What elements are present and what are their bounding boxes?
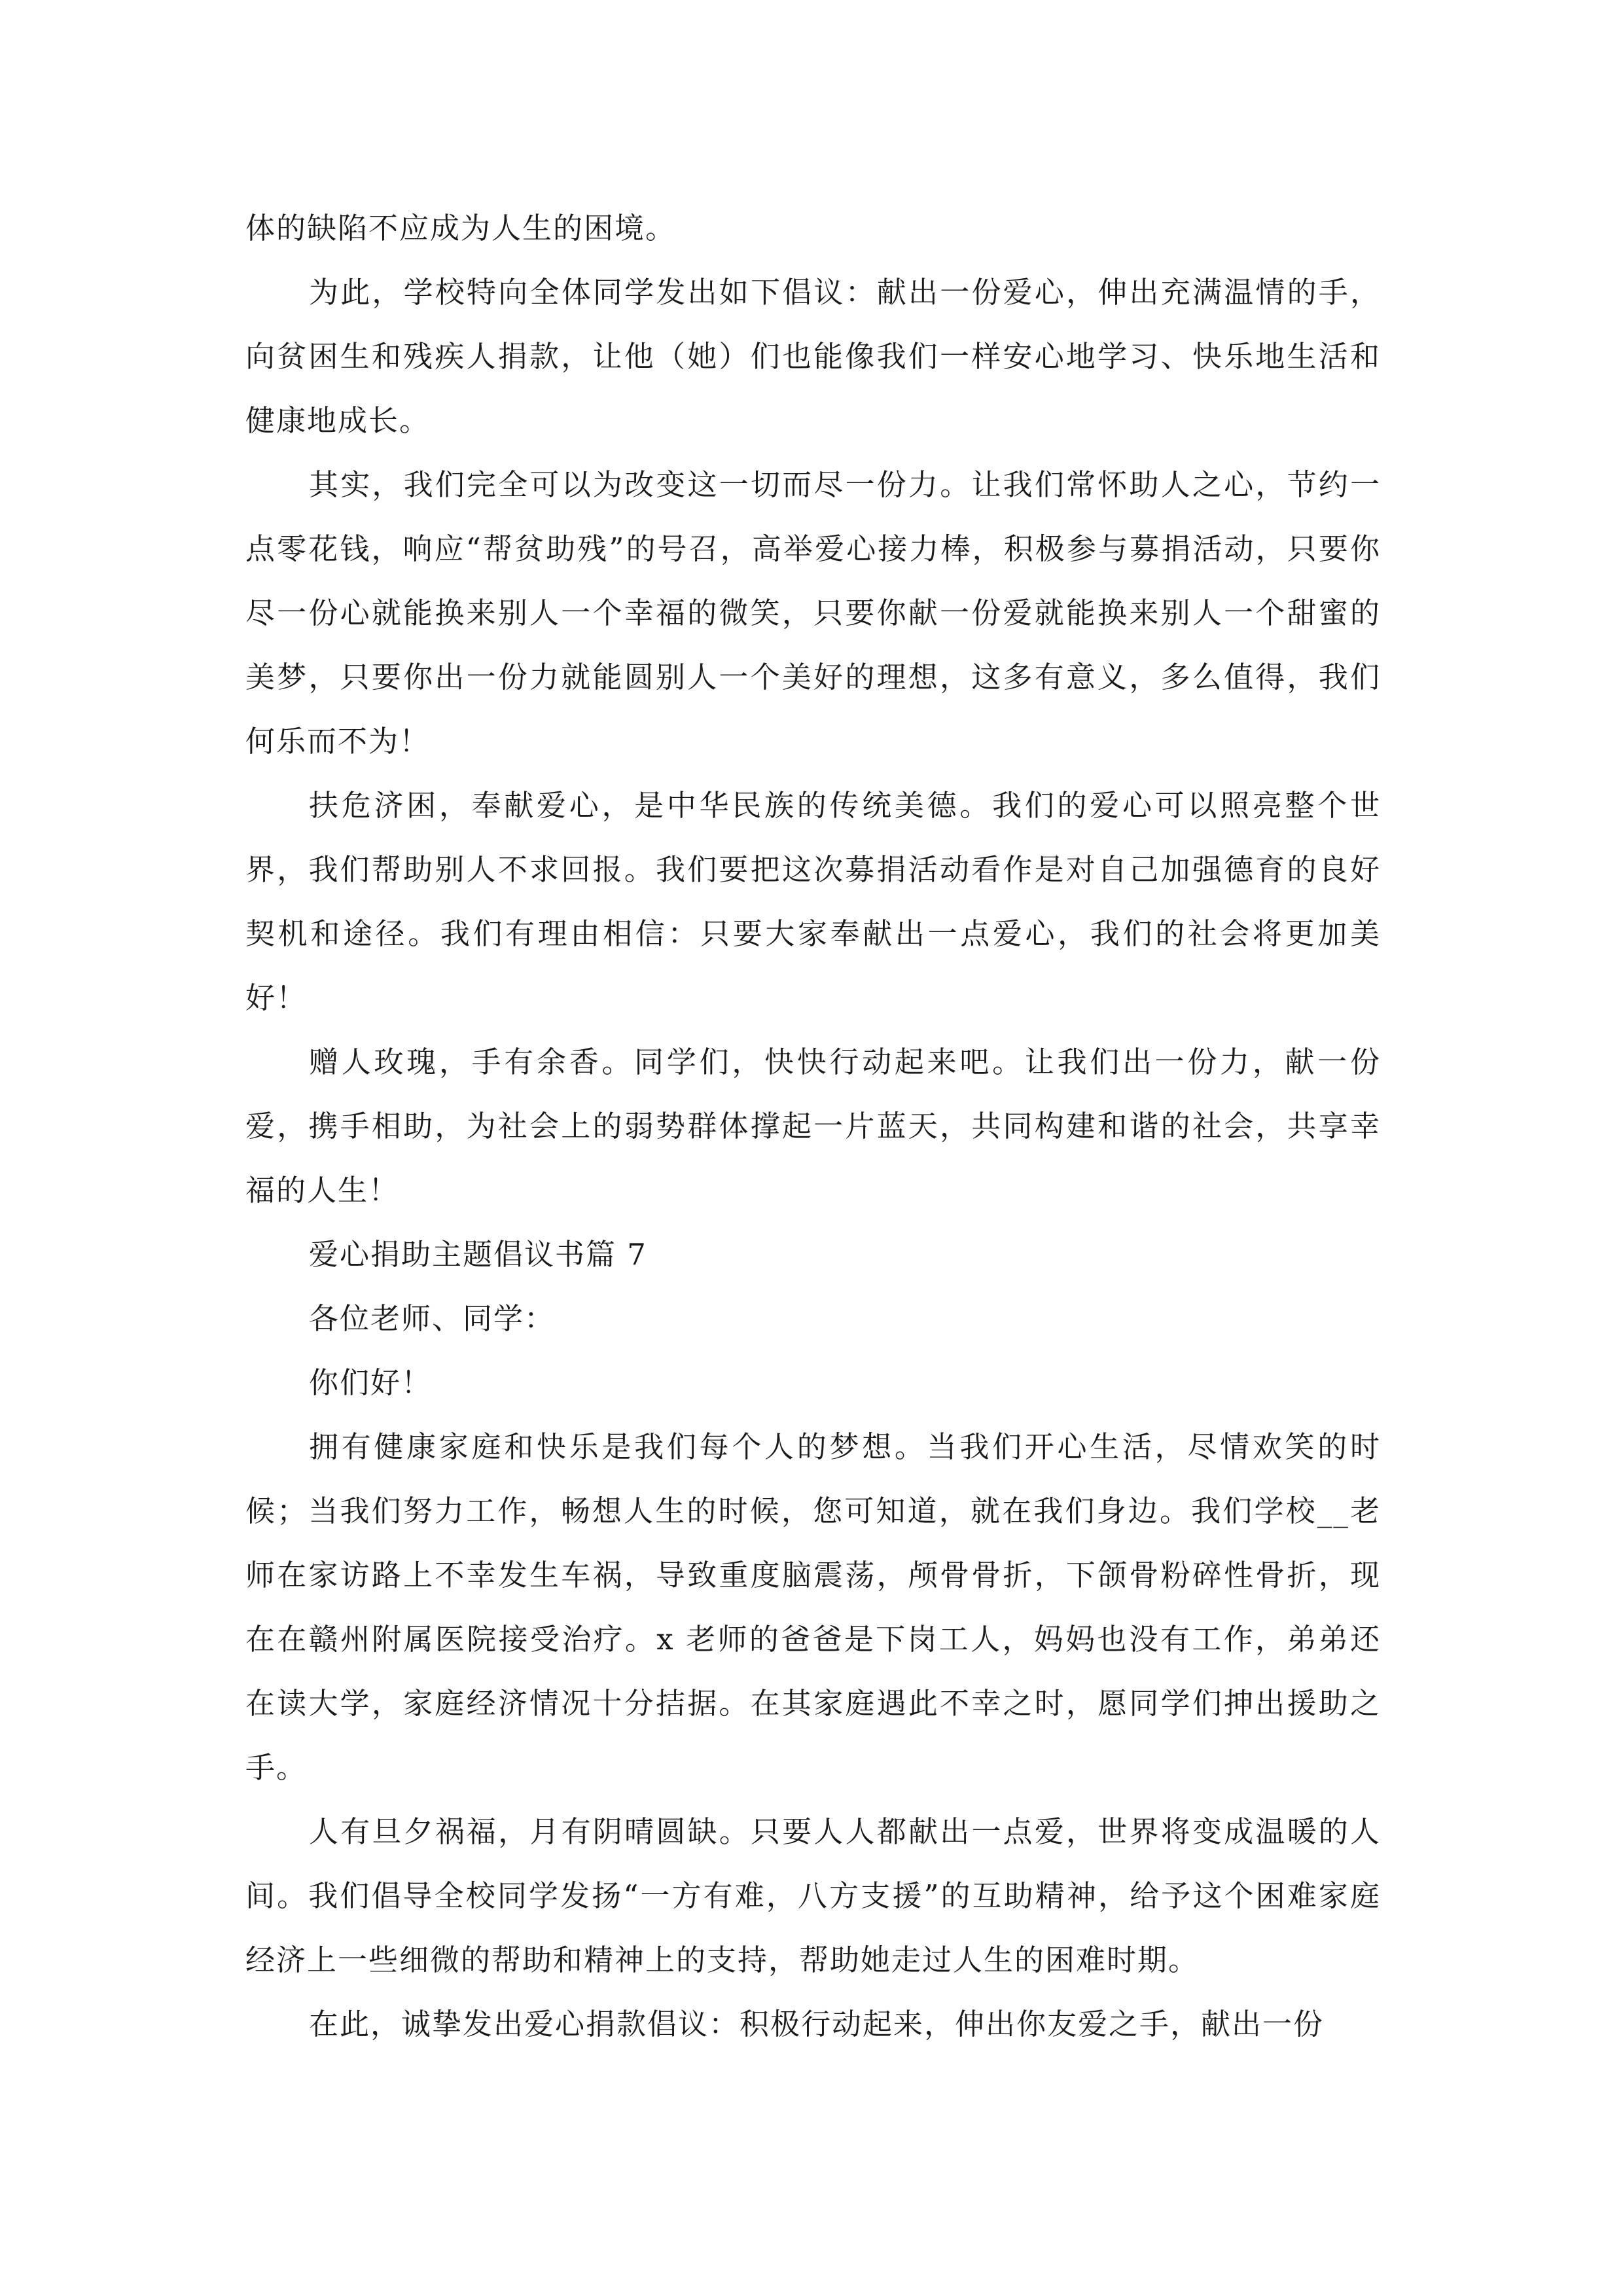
paragraph-5: 赠人玫瑰，手有余香。同学们，快快行动起来吧。让我们出一份力，献一份爱，携手相助，为社会上的弱势群体撑起一片蓝天，共同构建和谐的社会，共享幸福的人生！ [245,1045,1381,1208]
paragraph-4: 扶危济困，奉献爱心，是中华民族的传统美德。我们的爱心可以照亮整个世界，我们帮助别人不求回报。我们要把这次募捐活动看作是对自己加强德育的良好契机和途径。我们有理由相信：只要大家奉献出一点爱心，我们的社会将更加美好！ [245,788,1381,1015]
paragraph-11: 在此，诚挚发出爱心捐款倡议：积极行动起来，伸出你友爱之手，献出一份 [309,2007,1325,2041]
paragraph-3: 其实，我们完全可以为改变这一切而尽一份力。让我们常怀助人之心，节约一点零花钱，响应“帮贫助残”的号召，高举爱心接力棒，积极参与募捐活动，只要你尽一份心就能换来别人一个幸福的微笑，只要你献一份爱就能换来别人一个甜蜜的美梦，只要你出一份力就能圆别人一个美好的理想，这多有意义，多么值得，我们何乐而不为！ [245,467,1381,759]
paragraph-9: 拥有健康家庭和快乐是我们每个人的梦想。当我们开心生活，尽情欢笑的时候；当我们努力工作，畅想人生的时候，您可知道，就在我们身边。我们学校__老师在家访路上不幸发生车祸，导致重度脑震荡，颅骨骨折，下颌骨粉碎性骨折，现在在赣州附属医院接受治疗。x 老师的爸爸是下岗工人，妈妈也没有工作，弟弟还在读大学，家庭经济情况十分拮据。在其家庭遇此不幸之时，愿同学们抻出援助之手。 [245,1429,1381,1785]
section-heading: 爱心捐助主题倡议书篇 7 [309,1237,647,1272]
document-body [245,196,1381,2056]
salutation: 各位老师、同学： [309,1301,556,1336]
paragraph-1: 体的缺陷不应成为人生的困境。 [245,211,677,245]
paragraph-2: 为此，学校特向全体同学发出如下倡议：献出一份爱心，伸出充满温情的手，向贫困生和残疾人捐款，让他（她）们也能像我们一样安心地学习、快乐地生活和健康地成长。 [245,275,1381,438]
paragraph-10: 人有旦夕祸福，月有阴晴圆缺。只要人人都献出一点爱，世界将变成温暖的人间。我们倡导全校同学发扬“一方有难，八方支援”的互助精神，给予这个困难家庭经济上一些细微的帮助和精神上的支持，帮助她走过人生的困难时期。 [245,1814,1381,1977]
greeting: 你们好！ [309,1365,433,1400]
